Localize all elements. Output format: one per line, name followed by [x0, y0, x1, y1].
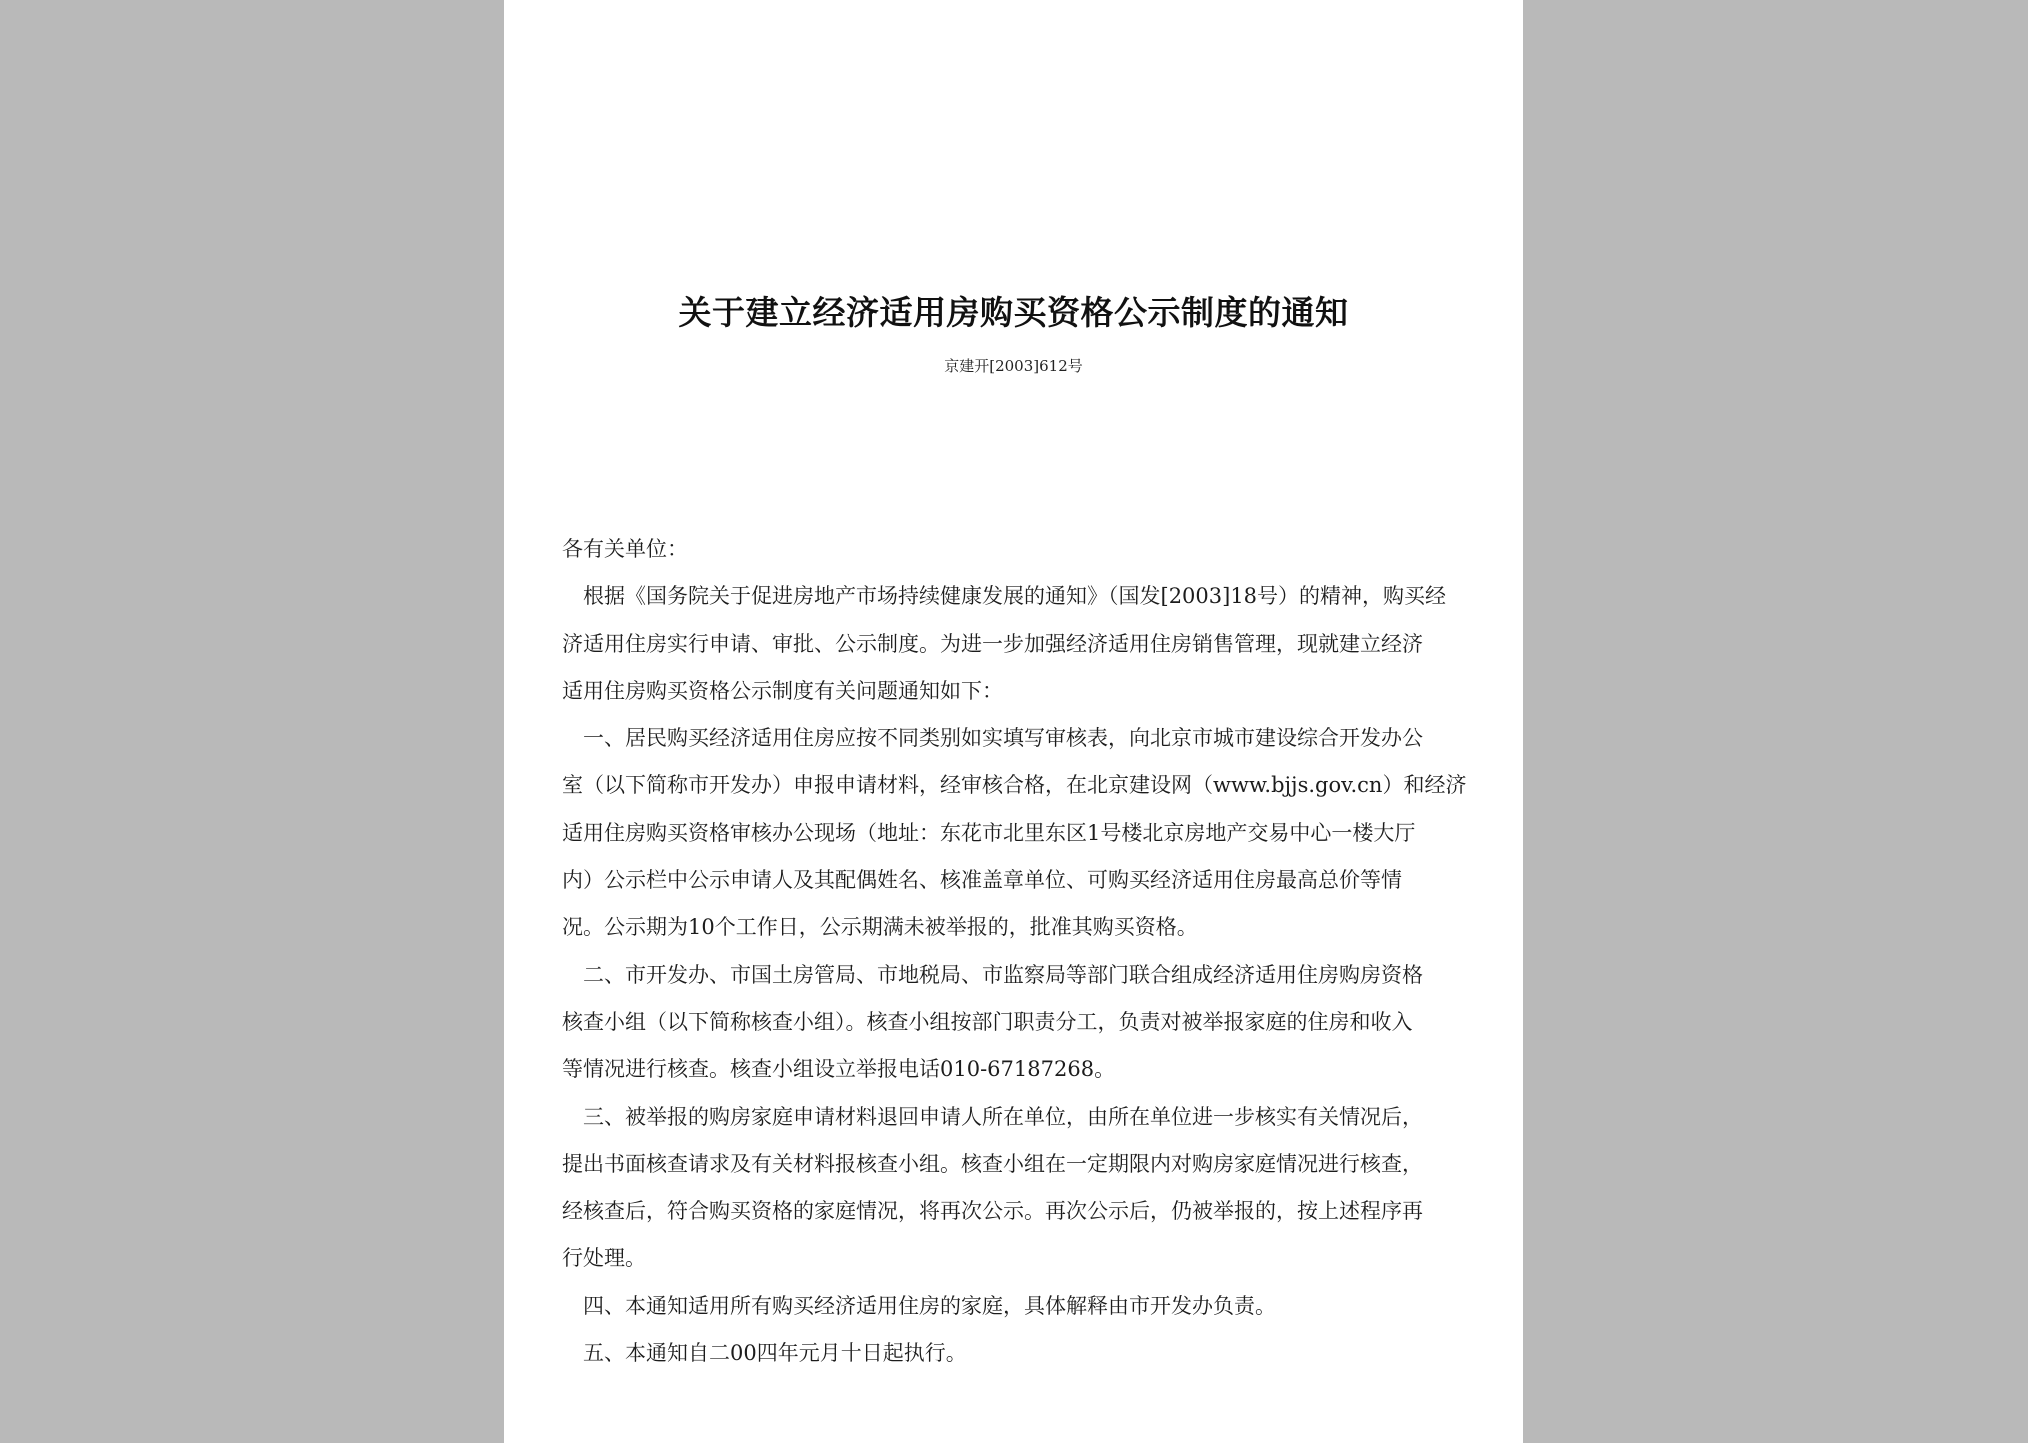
body-line: 二、市开发办、市国土房管局、市地税局、市监察局等部门联合组成经济适用住房购房资格: [583, 962, 1423, 987]
body-line: 一、居民购买经济适用住房应按不同类别如实填写审核表，向北京市城市建设综合开发办公: [583, 726, 1423, 751]
body-line: 三、被举报的购房家庭申请材料退回申请人所在单位，由所在单位进一步核实有关情况后，: [583, 1104, 1423, 1129]
body-line: 四、本通知适用所有购买经济适用住房的家庭，具体解释由市开发办负责。: [583, 1293, 1276, 1318]
body-line: 提出书面核查请求及有关材料报核查小组。核查小组在一定期限内对购房家庭情况进行核查，: [562, 1151, 1423, 1176]
body-line: 经核查后，符合购买资格的家庭情况，将再次公示。再次公示后，仍被举报的，按上述程序再: [562, 1199, 1423, 1224]
body-line: 五、本通知自二00四年元月十日起执行。: [583, 1341, 967, 1366]
salutation: 各有关单位：: [562, 537, 688, 561]
body-line: 济适用住房实行申请、审批、公示制度。为进一步加强经济适用住房销售管理，现就建立经济: [562, 631, 1423, 656]
body-line: 等情况进行核查。核查小组设立举报电话010-67187268。: [562, 1057, 1116, 1082]
body-line: 室（以下简称市开发办）申报申请材料，经审核合格，在北京建设网（www.bjjs.gov.cn）和经济: [562, 773, 1467, 798]
document-body: [562, 526, 1467, 1377]
document-title: 关于建立经济适用房购买资格公示制度的通知: [678, 293, 1349, 332]
body-line: 适用住房购买资格公示制度有关问题通知如下：: [562, 678, 1003, 703]
body-line: 行处理。: [562, 1246, 646, 1271]
document-number: 京建开[2003]612号: [944, 357, 1083, 375]
body-line: 适用住房购买资格审核办公现场（地址：东花市北里东区1号楼北京房地产交易中心一楼大厅: [562, 820, 1416, 845]
body-line: 根据《国务院关于促进房地产市场持续健康发展的通知》（国发[2003]18号）的精神，购买经: [583, 584, 1447, 609]
body-line: 内）公示栏中公示申请人及其配偶姓名、核准盖章单位、可购买经济适用住房最高总价等情: [562, 868, 1402, 893]
document-page: [504, 0, 1523, 1443]
body-line: 核查小组（以下简称核查小组）。核查小组按部门职责分工，负责对被举报家庭的住房和收入: [562, 1009, 1413, 1034]
body-line: 况。公示期为10个工作日，公示期满未被举报的，批准其购买资格。: [562, 915, 1198, 940]
